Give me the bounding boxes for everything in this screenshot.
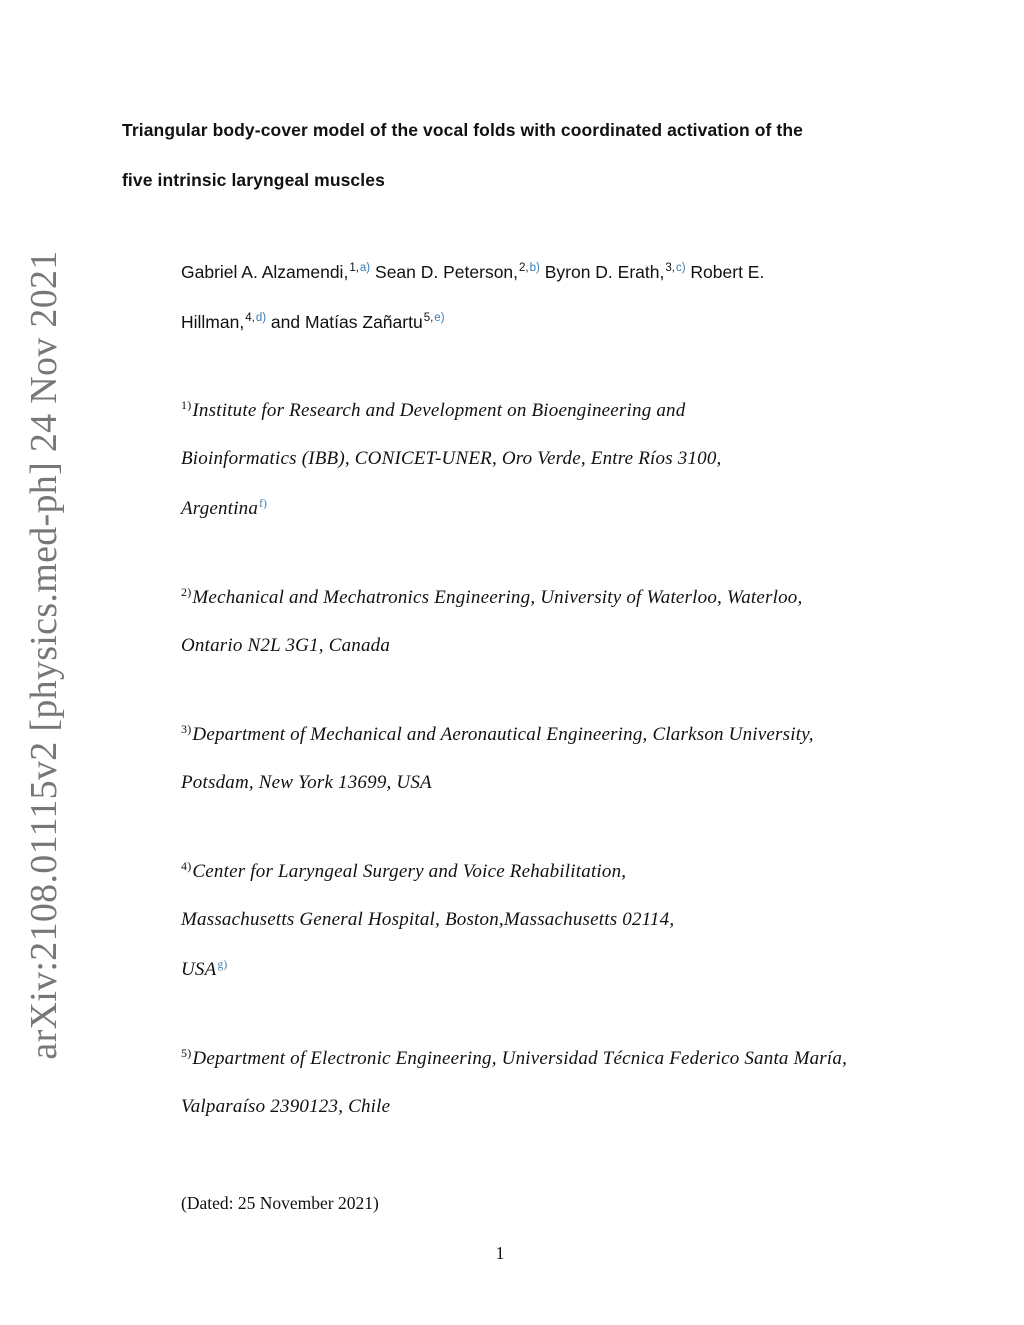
author-name: Matías Zañartu (305, 312, 423, 332)
affiliation-text: Argentina (181, 498, 259, 519)
affiliation-1-line-3 (181, 498, 267, 520)
affiliation-5-line-2: Valparaíso 2390123, Chile (181, 1096, 391, 1117)
author-conjunction: and (270, 312, 301, 332)
affiliation-4-line-1 (181, 859, 626, 883)
author-name: Hillman, (181, 312, 245, 332)
page-number: 1 (495, 1243, 505, 1263)
arxiv-identifier-stamp: arXiv:2108.01115v2 [physics.med-ph] 24 Nov 2021 (23, 250, 65, 1060)
affiliation-text: Institute for Research and Development on Bioengineering and (192, 400, 686, 421)
author-name: Sean D. Peterson, (375, 262, 519, 282)
author-affil-mark: 3, (665, 262, 675, 274)
author-footnote-link[interactable]: a) (359, 262, 371, 274)
affiliation-text: Mechanical and Mechatronics Engineering, University of Waterloo, Waterloo, (192, 587, 803, 608)
affiliation-3-line-1 (181, 722, 814, 746)
affiliation-number: 1) (181, 398, 192, 412)
author-name: Byron D. Erath, (544, 262, 665, 282)
author-footnote-link[interactable]: b) (529, 262, 540, 274)
affiliation-5-line-1 (181, 1046, 847, 1070)
affiliation-4-line-3 (181, 959, 227, 981)
paper-title-line-2: five intrinsic laryngeal muscles (122, 170, 385, 190)
author-line-2 (181, 312, 445, 333)
affiliation-2-line-2: Ontario N2L 3G1, Canada (181, 635, 391, 656)
affiliation-3-line-2: Potsdam, New York 13699, USA (181, 772, 432, 793)
affiliation-text: Center for Laryngeal Surgery and Voice Rehabilitation, (192, 861, 627, 882)
author-line-1 (181, 262, 764, 283)
affiliation-text: USA (181, 959, 217, 980)
author-footnote-link[interactable]: e) (434, 312, 445, 324)
affiliation-footnote-link[interactable]: g) (217, 959, 228, 971)
affiliation-4-line-2: Massachusetts General Hospital, Boston,Massachusetts 02114, (181, 909, 675, 930)
author-name: Gabriel A. Alzamendi, (181, 262, 349, 282)
author-footnote-link[interactable]: d) (255, 312, 267, 324)
author-name: Robert E. (690, 262, 765, 282)
paper-title-line-1: Triangular body-cover model of the vocal folds with coordinated activation of the (122, 120, 803, 140)
affiliation-number: 3) (181, 722, 192, 736)
affiliation-2-line-1 (181, 585, 802, 609)
author-footnote-link[interactable]: c) (675, 262, 686, 274)
affiliation-number: 5) (181, 1046, 192, 1060)
dated-line: (Dated: 25 November 2021) (181, 1193, 379, 1213)
affiliation-1-line-1 (181, 398, 685, 422)
affiliation-text: Department of Mechanical and Aeronautical Engineering, Clarkson University, (192, 724, 814, 745)
affiliation-footnote-link[interactable]: f) (259, 498, 268, 510)
author-affil-mark: 2, (519, 262, 529, 274)
affiliation-number: 4) (181, 859, 192, 873)
affiliation-text: Department of Electronic Engineering, Universidad Técnica Federico Santa María, (192, 1048, 848, 1069)
affiliation-number: 2) (181, 585, 192, 599)
affiliation-1-line-2: Bioinformatics (IBB), CONICET-UNER, Oro Verde, Entre Ríos 3100, (181, 448, 722, 469)
author-affil-mark: 1, (349, 262, 359, 274)
author-affil-mark: 4, (245, 312, 255, 324)
author-affil-mark: 5, (423, 312, 434, 324)
